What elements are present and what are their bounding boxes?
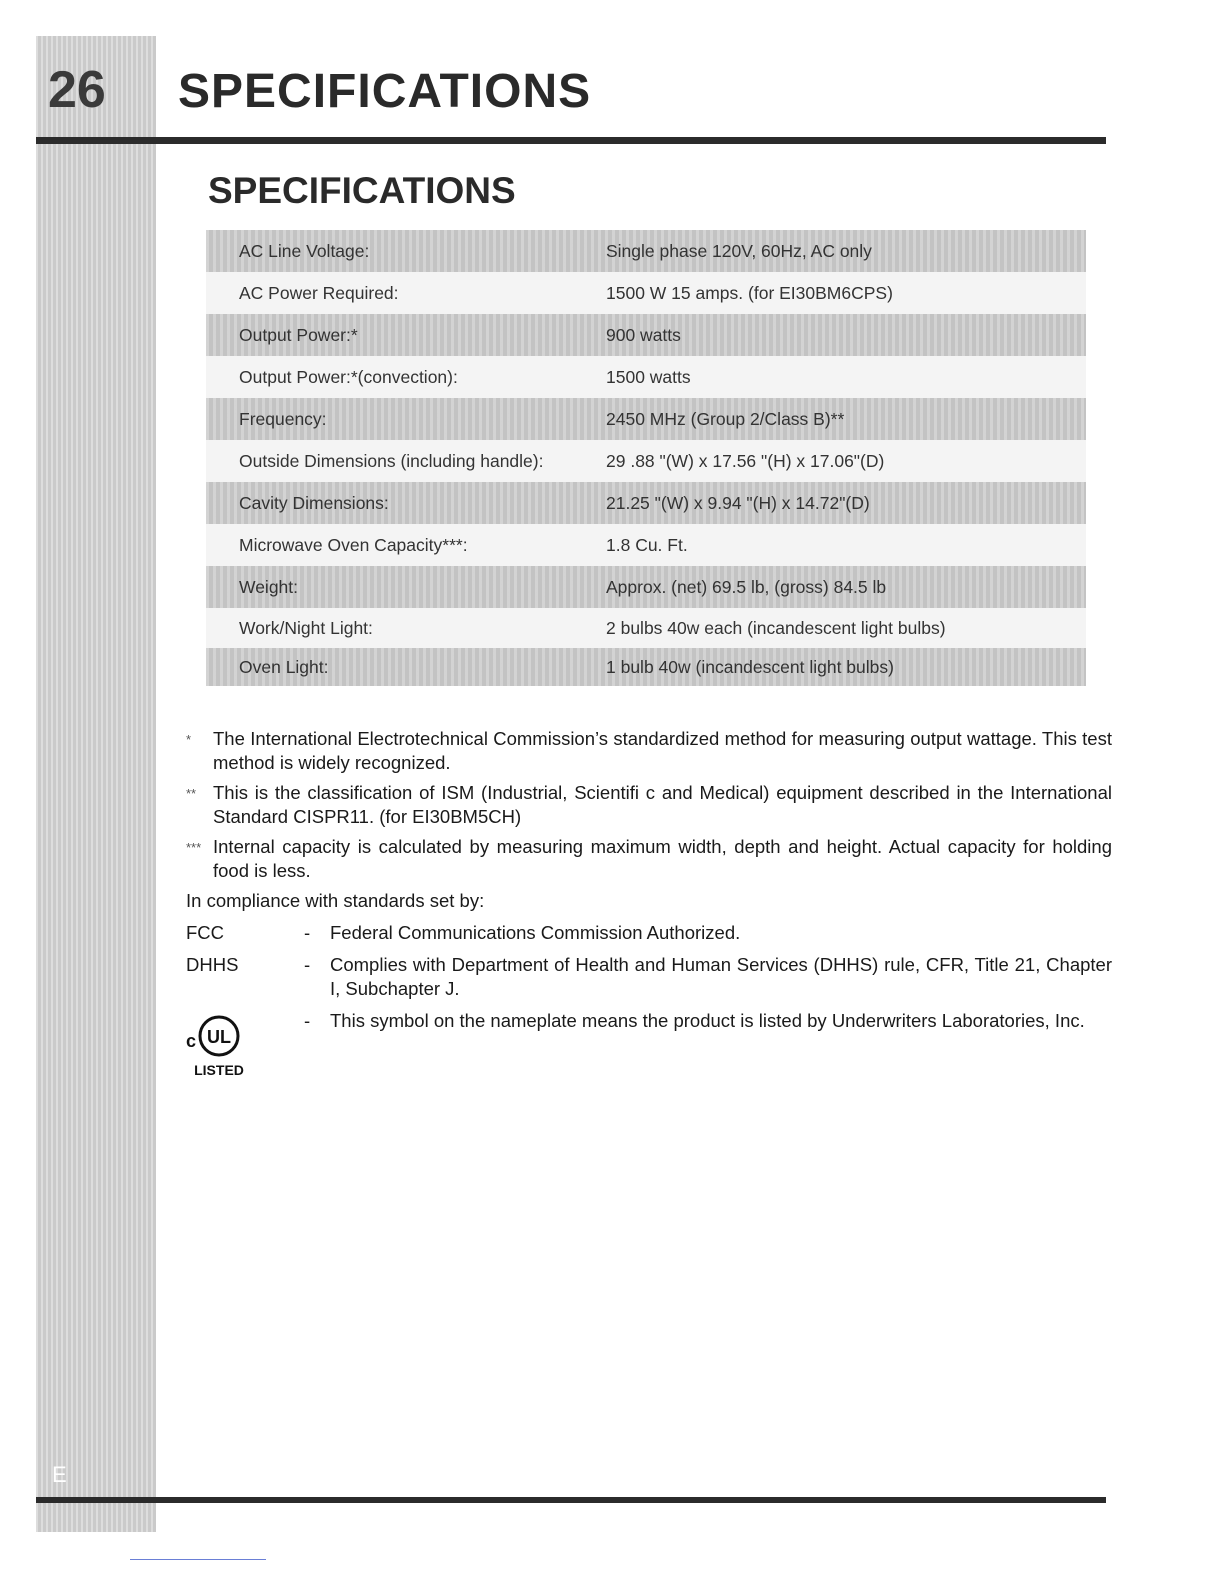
footnote-mark: ** [186, 786, 197, 801]
dash: - [304, 954, 311, 975]
standard-code: FCC [186, 922, 225, 943]
spec-value: 900 watts [606, 324, 681, 345]
footnote-mark: * [186, 732, 192, 747]
spec-row [206, 314, 1086, 356]
spec-row [206, 648, 1086, 686]
page-title: SPECIFICATIONS [178, 65, 592, 118]
section-title: SPECIFICATIONS [208, 170, 516, 211]
footnote-mark: *** [186, 840, 202, 855]
side-tab [36, 36, 156, 1532]
spec-value: Approx. (net) 69.5 lb, (gross) 84.5 lb [606, 576, 887, 597]
header-rule [36, 137, 1106, 144]
spec-label: Output Power:*(convection): [239, 366, 458, 387]
dash: - [304, 1010, 311, 1031]
spec-label: AC Power Required: [239, 282, 399, 303]
spec-row [206, 608, 1086, 648]
spec-value: 2450 MHz (Group 2/Class B)** [606, 408, 845, 429]
spec-row [206, 440, 1086, 482]
spec-row [206, 356, 1086, 398]
language-letter: E [52, 1462, 67, 1487]
spec-value: 1.8 Cu. Ft. [606, 534, 688, 555]
spec-value: 29 .88 "(W) x 17.56 "(H) x 17.06"(D) [606, 450, 885, 471]
footer-link-line [130, 1559, 266, 1560]
footnote [186, 781, 1112, 829]
spec-value: 2 bulbs 40w each (incandescent light bulbs) [606, 617, 946, 638]
spec-row [206, 272, 1086, 314]
standard-text: Federal Communications Commission Authorized. [330, 922, 741, 943]
standard-row [186, 1009, 1112, 1079]
spec-row [206, 482, 1086, 524]
dash: - [304, 922, 311, 943]
spec-label: Frequency: [239, 408, 327, 429]
compliance-intro: In compliance with standards set by: [186, 890, 485, 911]
footnote [186, 727, 1112, 775]
spec-label: Outside Dimensions (including handle): [239, 450, 544, 471]
spec-label: Microwave Oven Capacity***: [239, 534, 468, 555]
spec-value: 1500 watts [606, 366, 691, 387]
spec-row [206, 524, 1086, 566]
notes-block [186, 727, 1112, 1087]
spec-value: 1500 W 15 amps. (for EI30BM6CPS) [606, 282, 893, 303]
footnote-text: The International Electrotechnical Commission’s standardized method for measuring output wattage. This test method is widely recognized. [213, 728, 1112, 773]
spec-label: Weight: [239, 576, 299, 597]
svg-text:LISTED: LISTED [194, 1062, 244, 1078]
spec-row [206, 566, 1086, 608]
svg-text:UL: UL [207, 1027, 231, 1047]
spec-value: Single phase 120V, 60Hz, AC only [606, 240, 872, 261]
ul-listed-icon [186, 1009, 304, 1079]
spec-label: Work/Night Light: [239, 617, 373, 638]
spec-label: Cavity Dimensions: [239, 492, 389, 513]
spec-label: AC Line Voltage: [239, 240, 370, 261]
footnote-text: Internal capacity is calculated by measuring maximum width, depth and height. Actual capacity for holding food is less. [213, 836, 1112, 881]
spec-table [206, 230, 1086, 686]
standard-row [186, 921, 1112, 945]
page-number: 26 [48, 61, 106, 119]
footnote [186, 835, 1112, 883]
ul-text: This symbol on the nameplate means the product is listed by Underwriters Laboratories, Inc. [330, 1010, 1085, 1031]
spec-label: Output Power:* [239, 324, 358, 345]
footer-rule [36, 1497, 1106, 1503]
spec-value: 21.25 "(W) x 9.94 "(H) x 14.72"(D) [606, 492, 870, 513]
svg-text:c: c [186, 1031, 197, 1051]
footnote-text: This is the classification of ISM (Industrial, Scientifi c and Medical) equipment described in the International Standard CISPR11. (for EI30BM5CH) [213, 782, 1112, 827]
spec-row [206, 230, 1086, 272]
standard-text: Complies with Department of Health and Human Services (DHHS) rule, CFR, Title 21, Chapter I, Subchapter J. [330, 954, 1112, 999]
standard-row [186, 953, 1112, 1001]
spec-label: Oven Light: [239, 656, 329, 677]
standard-code: DHHS [186, 954, 239, 975]
spec-row [206, 398, 1086, 440]
spec-value: 1 bulb 40w (incandescent light bulbs) [606, 656, 894, 677]
